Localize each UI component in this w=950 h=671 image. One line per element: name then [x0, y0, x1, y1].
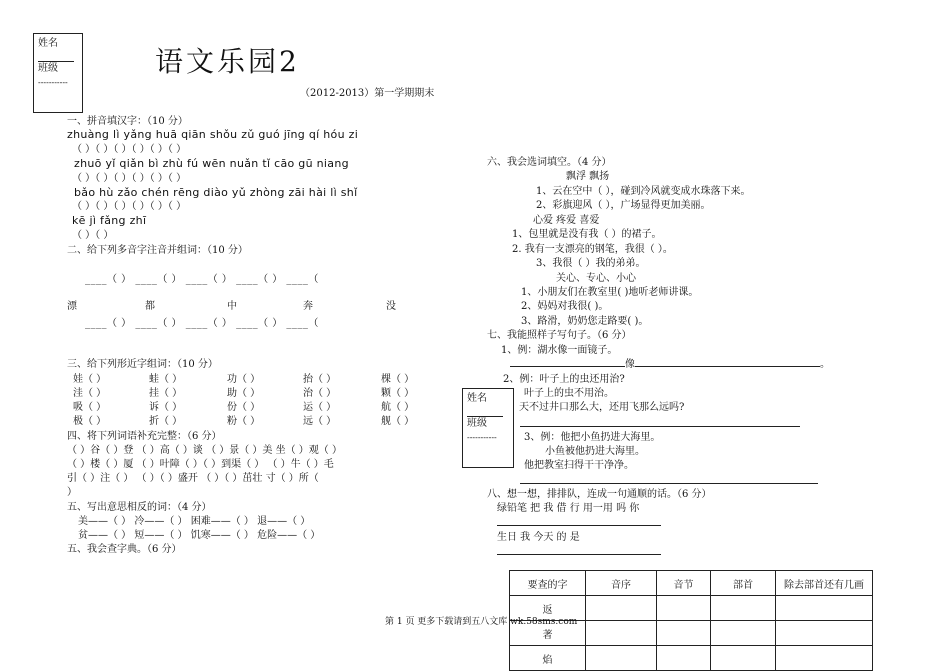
- table-cell[interactable]: [586, 646, 657, 671]
- s7-example-2a: 叶子上的虫不用治。: [524, 388, 614, 399]
- s3-row-3: [73, 401, 414, 414]
- s7-example-1: 1、例：湖水像一面镜子。: [501, 345, 618, 356]
- name-label-2: 姓名: [467, 393, 487, 404]
- s6-line-5: 3、我很（ ）我的弟弟。: [536, 258, 646, 269]
- answer-line-5[interactable]: [497, 554, 661, 555]
- s3-cell: 抬（ ）: [303, 374, 337, 385]
- s6-line-4: 2. 我有一支漂亮的钢笔，我很（ ）。: [512, 244, 673, 255]
- s3-cell: 吸（ ）: [73, 402, 107, 413]
- s6-line-7: 2、妈妈对我很( )。: [521, 301, 609, 312]
- s4-line-4: ）: [67, 487, 77, 498]
- s8-row-1: 绿铅笔 把 我 借 行 用一用 吗 你: [497, 503, 640, 514]
- answer-line-2[interactable]: [520, 426, 800, 427]
- s6-line-2: 2、彩旗迎风（ ），广场显得更加美丽。: [536, 200, 711, 211]
- s2-char-1: 漂: [67, 301, 77, 312]
- s7-example-3: 3、例：他把小鱼扔进大海里。: [524, 432, 661, 443]
- s5-line-2: 贫——（ ） 短——（ ） 饥寒——（ ） 危险——（ ）: [78, 530, 321, 541]
- table-row: [510, 646, 873, 671]
- table-cell[interactable]: [711, 596, 776, 621]
- table-header: 音序: [586, 571, 657, 596]
- s6-heading: 六、我会选词填空。（4 分）: [487, 157, 612, 168]
- like-word: 像: [625, 359, 635, 370]
- table-cell[interactable]: [586, 596, 657, 621]
- s2-blank-row-1: ____（ ） ____（ ） ____（ ） ____（ ） ____（: [85, 274, 319, 285]
- answer-blank[interactable]: [510, 366, 625, 367]
- table-cell-char: 焰: [510, 646, 586, 671]
- s2-char-2: 都: [145, 301, 155, 312]
- s4-heading: 四、将下列词语补充完整：（6 分）: [67, 431, 222, 442]
- page-title: 语文乐园2: [155, 45, 300, 78]
- s1-pinyin-1: zhuàng lì yǎng huā qiān shǒu zǔ guó jīng qí hóu zi: [67, 128, 359, 141]
- table-cell[interactable]: [657, 596, 711, 621]
- s2-char-5: 没: [386, 301, 396, 312]
- s1-brackets-2: （ ）（ ）（ ）（ ）（ ）（ ）: [72, 173, 187, 184]
- s6-line-8: 3、路滑，奶奶您走路要( )。: [521, 316, 649, 327]
- s3-cell: 洼（ ）: [73, 388, 107, 399]
- s5-line-1: 美——（ ） 冷——（ ） 困难——（ ） 退——（ ）: [78, 516, 311, 527]
- s3-cell: 折（ ）: [149, 416, 183, 427]
- s3-cell: 颗（ ）: [381, 388, 415, 399]
- s3-cell: 蛙（ ）: [149, 374, 183, 385]
- s6-words-2: 心爱 疼爱 喜爱: [533, 215, 600, 226]
- table-cell[interactable]: [586, 621, 657, 646]
- s7-example-3a: 小鱼被他扔进大海里。: [545, 446, 645, 457]
- s3-cell: 助（ ）: [227, 388, 261, 399]
- s8-heading: 八、想一想，排排队，连成一句通顺的话。（6 分）: [487, 489, 712, 500]
- s3-cell: 棵（ ）: [381, 374, 415, 385]
- s7-example-3b: 他把教室扫得干干净净。: [524, 460, 634, 471]
- table-header: 除去部首还有几画: [776, 571, 873, 596]
- s7-example-2: 2、例：叶子上的虫还用治?: [503, 374, 625, 385]
- table-cell[interactable]: [776, 621, 873, 646]
- s3-cell: 诉（ ）: [149, 402, 183, 413]
- s7-example-2b: 天不过井口那么大，还用飞那么远吗?: [519, 402, 685, 413]
- class-label: 班级: [38, 63, 58, 74]
- name-label: 姓名: [38, 38, 58, 49]
- table-header: 部首: [711, 571, 776, 596]
- name-class-box: [33, 33, 83, 113]
- answer-line-3[interactable]: [520, 483, 818, 484]
- s6-line-3: 1、包里就是没有我（ ）的裙子。: [512, 229, 662, 240]
- table-cell[interactable]: [657, 646, 711, 671]
- s1-pinyin-2: zhuō yǐ qiǎn bì zhù fú wēn nuǎn tǐ cāo gū niang: [74, 157, 349, 170]
- s3-heading: 三、给下列形近字组词：（10 分）: [67, 359, 218, 370]
- s3-cell: 功（ ）: [227, 374, 261, 385]
- s2-blank-row-2: ____（ ） ____（ ） ____（ ） ____（ ） ____（: [85, 318, 319, 329]
- table-cell-char: 著: [510, 621, 586, 646]
- answer-line-4[interactable]: [497, 525, 661, 526]
- subtitle: （2012-2013）第一学期期末: [300, 88, 435, 99]
- table-cell[interactable]: [711, 646, 776, 671]
- s7-answer-1: 像 。: [510, 358, 830, 371]
- s3-cell: 粉（ ）: [227, 416, 261, 427]
- table-cell[interactable]: [776, 646, 873, 671]
- s3-row-1: [73, 373, 414, 386]
- s3-cell: 娃（ ）: [73, 374, 107, 385]
- answer-blank[interactable]: [635, 366, 820, 367]
- s3-row-4: [73, 415, 414, 428]
- s2-heading: 二、给下列多音字注音并组词：（10 分）: [67, 245, 248, 256]
- dash-line-2: -----------: [467, 433, 497, 442]
- s6-line-1: 1、云在空中（ ），碰到冷风就变成水珠落下来。: [536, 186, 751, 197]
- table-cell-char: 返: [510, 596, 586, 621]
- s7-heading: 七、我能照样子写句子。（6 分）: [487, 330, 632, 341]
- s3-cell: 挂（ ）: [149, 388, 183, 399]
- class-label-2: 班级: [467, 418, 487, 429]
- table-header: 要查的字: [510, 571, 586, 596]
- s3-row-2: [73, 387, 414, 400]
- s1-heading: 一、拼音填汉字：（10 分）: [67, 116, 188, 127]
- table-cell[interactable]: [657, 621, 711, 646]
- s3-cell: 份（ ）: [227, 402, 261, 413]
- table-header: 音节: [657, 571, 711, 596]
- s1-brackets-4: （ ）（ ）: [72, 230, 114, 241]
- name-line-2: [467, 406, 503, 417]
- s6-words-1: 飘浮 飘扬: [566, 171, 610, 182]
- s1-brackets-3: （ ）（ ）（ ）（ ）（ ）（ ）: [72, 201, 187, 212]
- s2-char-4: 奔: [303, 301, 313, 312]
- s4-line-3: 引（ ）注（ ） （ ）（ ）盛开 （ ）（ ）茁壮 寸（ ）所（: [67, 473, 319, 484]
- dash-line: -----------: [38, 78, 68, 87]
- page-footer: 第 1 页 更多下载请到五八文库 wk.58sms.com: [385, 617, 578, 627]
- table-cell[interactable]: [776, 596, 873, 621]
- s3-cell: 航（ ）: [381, 402, 415, 413]
- s6-line-6: 1、小朋友们在教室里( )地听老师讲课。: [521, 287, 699, 298]
- s3-cell: 治（ ）: [303, 388, 337, 399]
- s3-cell: 极（ ）: [73, 416, 107, 427]
- s3-cell: 远（ ）: [303, 416, 337, 427]
- name-line: [38, 51, 74, 62]
- s1-pinyin-4: kē jì fǎng zhī: [72, 214, 147, 227]
- s6-words-3: 关心、专心、小心: [556, 273, 636, 284]
- s3-cell: 舰（ ）: [381, 416, 415, 427]
- name-class-box-2: [462, 388, 514, 468]
- s2-char-3: 中: [227, 301, 237, 312]
- s8-row-2: 生日 我 今天 的 是: [497, 532, 580, 543]
- s5-heading: 五、写出意思相反的词：（4 分）: [67, 502, 212, 513]
- s1-pinyin-3: bǎo hù zǎo chén rēng diào yǔ zhòng zāi hài lì shǐ: [74, 186, 358, 199]
- s5-heading-2: 五、我会查字典。（6 分）: [67, 544, 182, 555]
- table-cell[interactable]: [711, 621, 776, 646]
- s3-cell: 运（ ）: [303, 402, 337, 413]
- s1-brackets-1: （ ）（ ）（ ）（ ）（ ）（ ）: [72, 144, 187, 155]
- s4-line-1: （ ）谷（ ）登 （ ）高（ ）谈 （ ）景（ ）美 坐（ ）观（ ）: [67, 445, 342, 456]
- s4-line-2: （ ）楼（ ）厦 （ ）叶障（ ）（ ）到渠（ ） （ ）牛（ ）毛: [67, 459, 334, 470]
